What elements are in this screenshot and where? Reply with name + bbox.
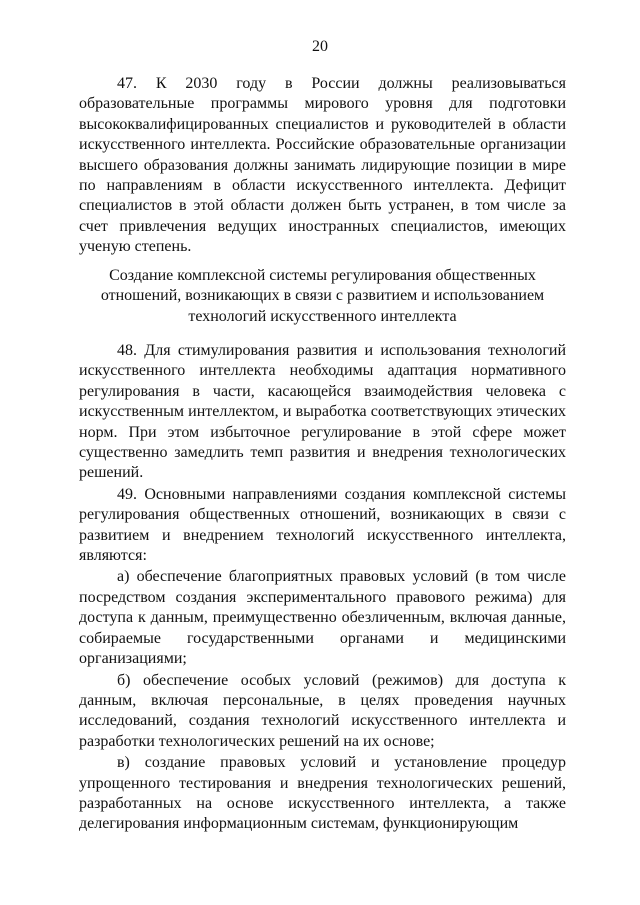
paragraph-47: 47. К 2030 году в России должны реализовываться образовательные программы мирового уровня для подготовки высококвалифицированных специалистов и руководителей в области искусственного интеллекта. Российские образовательные организации высшего образования должны занимать лидирующие позиции в мире по направлениям в области искусственного интеллекта. Дефицит специалистов в этой области должен быть устранен, в том числе за счет привлечения ведущих иностранных специалистов, имеющих ученую степень. <box>79 75 566 256</box>
paragraph-block-top <box>79 74 566 258</box>
paragraph-49-v: в) создание правовых условий и установление процедур упрощенного тестирования и внедрения технологических решений, разработанных на основе искусственного интеллекта, а также делегирования информационным системам, функционирующим <box>79 754 566 833</box>
paragraph-49-a: а) обеспечение благоприятных правовых условий (в том числе посредством создания экспериментального правового режима) для доступа к данным, преимущественно обезличенным, включая данные, собираемые государственными органами и медицинскими организациями; <box>79 568 566 668</box>
page-number: 20 <box>312 38 328 55</box>
paragraph-49-b: б) обеспечение особых условий (режимов) для доступа к данным, включая персональные, в целях проведения научных исследований, создания технологий искусственного интеллекта и разработки технологических решений на их основе; <box>79 671 566 750</box>
paragraph-48: 48. Для стимулирования развития и использования технологий искусственного интеллекта необходимы адаптация нормативного регулирования в части, касающейся взаимодействия человека с искусственным интеллектом, и выработка соответствующих этических норм. При этом избыточное регулирование в этой сфере может существенно замедлить темп развития и внедрения технологических решений. <box>79 342 566 482</box>
paragraph-49: 49. Основными направлениями создания комплексной системы регулирования общественных отношений, возникающих в связи с развитием и внедрением технологий искусственного интеллекта, являются: <box>79 485 566 565</box>
paragraph-block-main <box>79 341 566 835</box>
section-heading: Создание комплексной системы регулирования общественных отношений, возникающих в связи с развитием и использованием технологий искусственного интеллекта <box>100 267 545 325</box>
